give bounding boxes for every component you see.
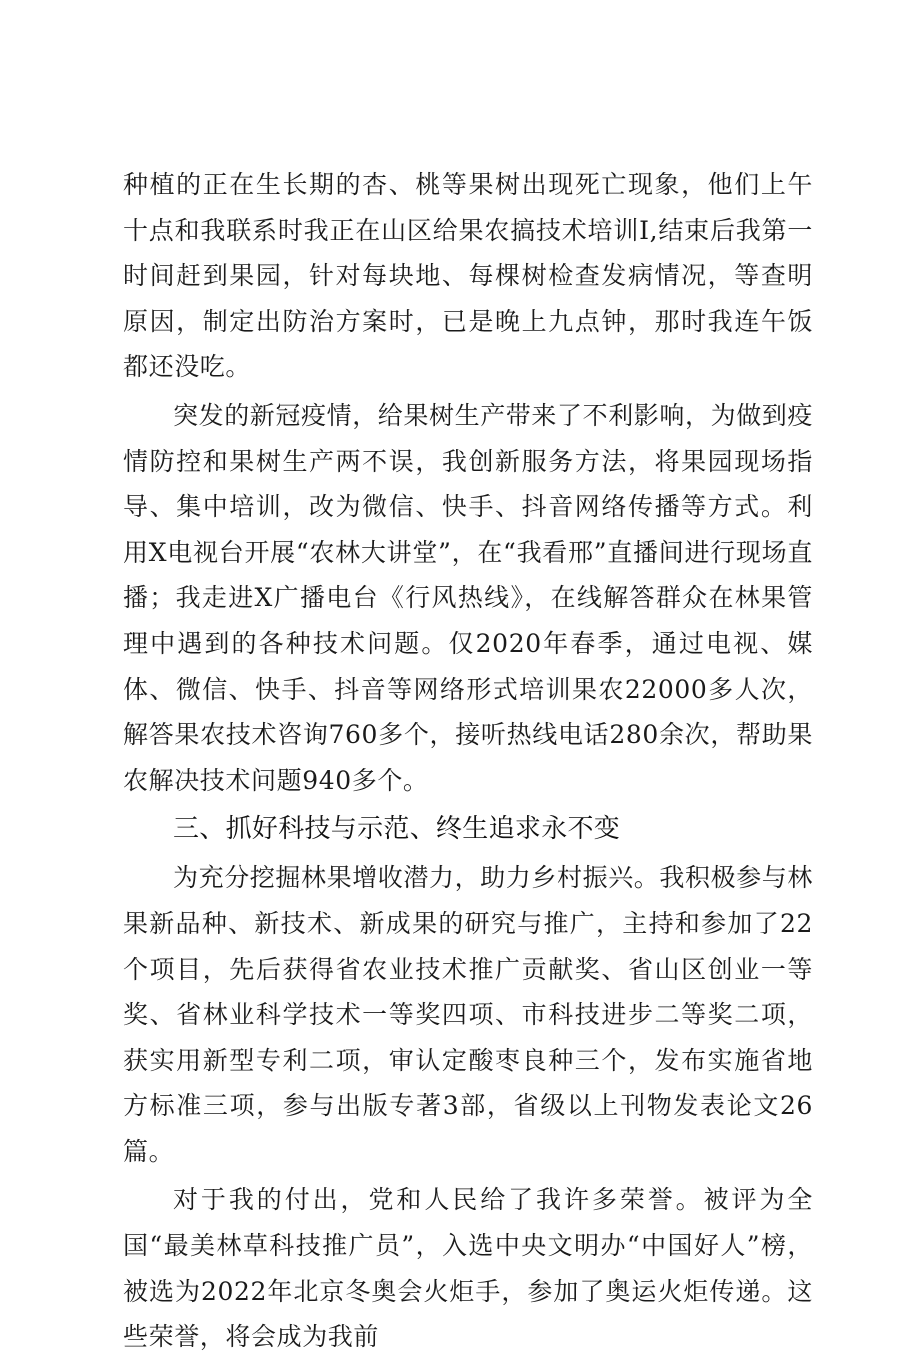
document-body	[123, 162, 813, 1360]
paragraph-honors: 对于我的付出，党和人民给了我许多荣誉。被评为全国“最美林草科技推广员”，入选中央文明办“中国好人”榜，被选为2022年北京冬奥会火炬手，参加了奥运火炬传递。这些荣誉，将会成为我前	[123, 1185, 813, 1352]
paragraph-epidemic-service: 突发的新冠疫情，给果树生产带来了不利影响，为做到疫情防控和果树生产两不误，我创新服务方法，将果园现场指导、集中培训，改为微信、快手、抖音网络传播等方式。利用X电视台开展“农林大讲堂”，在“我看邢”直播间进行现场直播；我走进X广播电台《行风热线》，在线解答群众在林果管理中遇到的各种技术问题。仅2020年春季，通过电视、媒体、微信、快手、抖音等网络形式培训果农22000多人次，解答果农技术咨询760多个，接听热线电话280余次，帮助果农解决技术问题940多个。	[123, 400, 814, 795]
paragraph-research-achievements: 为充分挖掘林果增收潜力，助力乡村振兴。我积极参与林果新品种、新技术、新成果的研究与推广，主持和参加了22个项目，先后获得省农业技术推广贡献奖、省山区创业一等奖、省林业科学技术一等奖四项、市科技进步二等奖二项，获实用新型专利二项，审认定酸枣良种三个，发布实施省地方标准三项，参与出版专著3部，省级以上刊物发表论文26篇。	[123, 863, 814, 1166]
section-heading: 三、抓好科技与示范、终生追求永不变	[173, 814, 621, 845]
paragraph-continuation: 种植的正在生长期的杏、桃等果树出现死亡现象，他们上午十点和我联系时我正在山区给果农搞技术培训I,结束后我第一时间赶到果园，针对每块地、每棵树检查发病情况，等查明原因，制定出防治方案时，已是晚上九点钟，那时我连午饭都还没吃。	[123, 170, 813, 382]
